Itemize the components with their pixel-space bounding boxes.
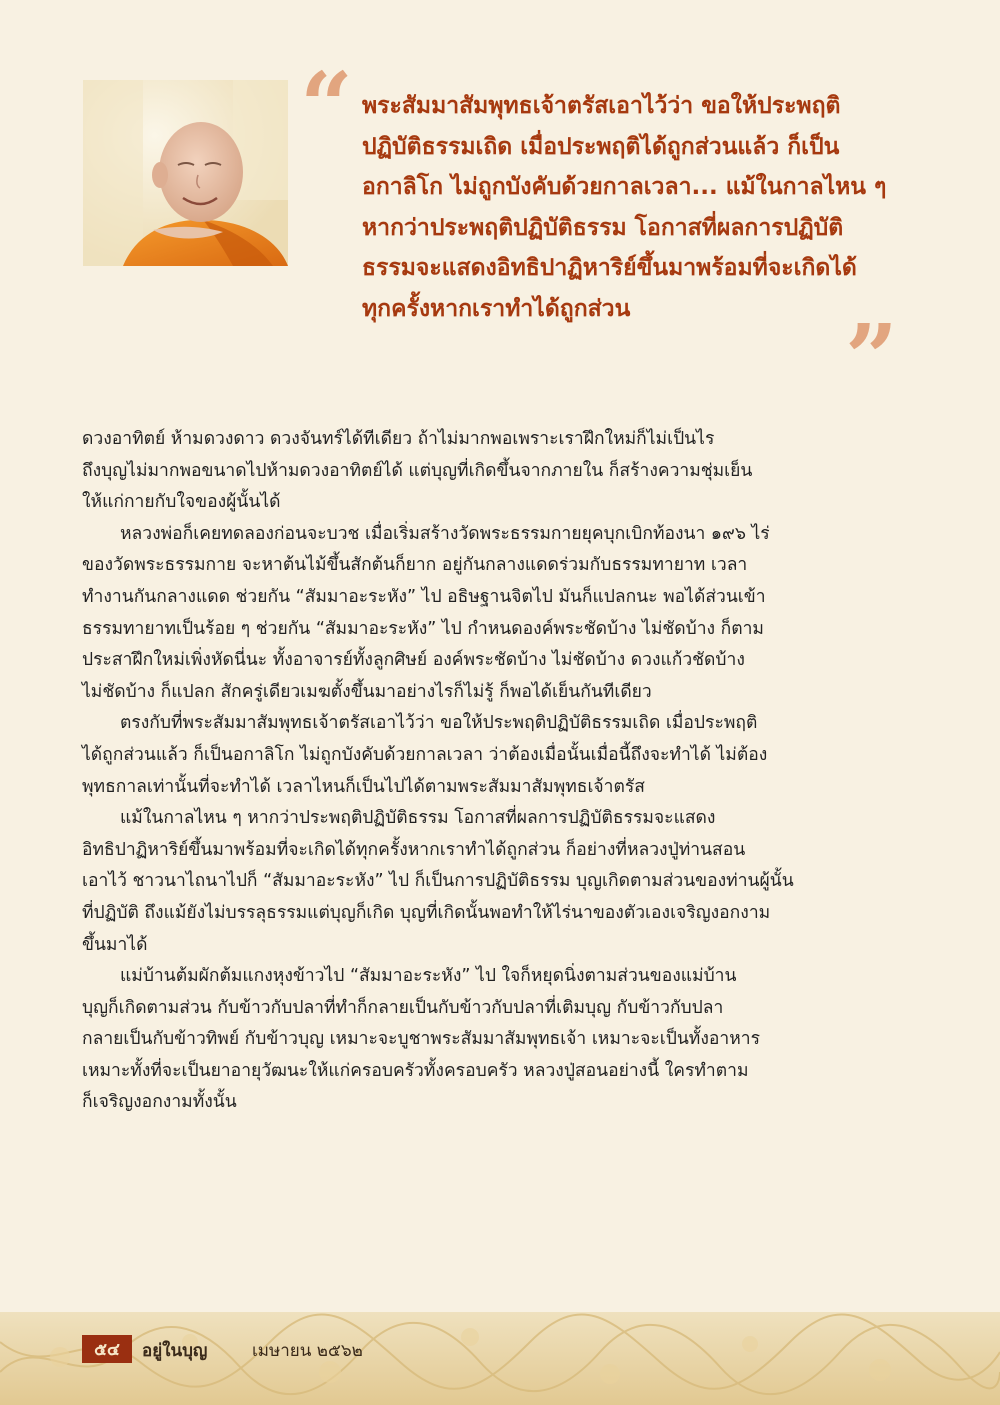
body-line: ได้ถูกส่วนแล้ว ก็เป็นอกาลิโก ไม่ถูกบังคับด้วยกาลเวลา ว่าต้องเมื่อนั้นเมื่อนี้ถึงจะทำได้ ไม่ต้อง [82,744,768,765]
body-line: บุญก็เกิดตามส่วน กับข้าวกับปลาที่ทำก็กลายเป็นกับข้าวกับปลาที่เติมบุญ กับข้าวกับปลา [82,997,724,1018]
pull-quote-line: ทุกครั้งหากเราทำได้ถูกส่วน [362,295,631,322]
body-line: ประสาฝึกใหม่เพิ่งหัดนี่นะ ทั้งอาจารย์ทั้งลูกศิษย์ องค์พระชัดบ้าง ไม่ชัดบ้าง ดวงแก้วชัดบ้าง [82,650,745,671]
body-line: ก็เจริญงอกงามทั้งนั้น [82,1092,237,1113]
magazine-title: อยู่ในบุญ [142,1341,208,1361]
body-line: อิทธิปาฏิหาริย์ขึ้นมาพร้อมที่จะเกิดได้ทุกครั้งหากเราทำได้ถูกส่วน ก็อย่างที่หลวงปู่ท่านสอน [82,839,746,860]
page-number-badge: ๕๔ [82,1335,132,1363]
body-line: ขึ้นมาได้ [82,934,148,955]
pull-quote-line: ปฏิบัติธรรมเถิด เมื่อประพฤติได้ถูกส่วนแล้ว ก็เป็น [362,133,840,160]
article-body [82,424,890,1119]
body-line: ตรงกับที่พระสัมมาสัมพุทธเจ้าตรัสเอาไว้ว่า ขอให้ประพฤติปฏิบัติธรรมเถิด เมื่อประพฤติ [120,713,758,734]
body-line: หลวงพ่อก็เคยทดลองก่อนจะบวช เมื่อเริ่มสร้างวัดพระธรรมกายยุคบุกเบิกท้องนา ๑๙๖ ไร่ [120,523,770,544]
body-line: ไม่ชัดบ้าง ก็แปลก สักครู่เดียวเมฆตั้งขึ้นมาอย่างไรก็ไม่รู้ ก็พอได้เย็นกันทีเดียว [82,681,652,702]
monk-portrait-photo [83,80,288,266]
pull-quote-line: พระสัมมาสัมพุทธเจ้าตรัสเอาไว้ว่า ขอให้ประพฤติ [362,93,841,119]
body-line: ของวัดพระธรรมกาย จะหาต้นไม้ขึ้นสักต้นก็ยาก อยู่กันกลางแดดร่วมกับธรรมทายาท เวลา [82,555,748,576]
body-line: แม้ในกาลไหน ๆ หากว่าประพฤติปฏิบัติธรรม โอกาสที่ผลการปฏิบัติธรรมจะแสดง [120,808,716,829]
pull-quote-line: หากว่าประพฤติปฏิบัติธรรม โอกาสที่ผลการปฏิบัติ [362,214,844,241]
body-line: เอาไว้ ชาวนาไถนาไปก็ “สัมมาอะระหัง” ไป ก็เป็นการปฏิบัติธรรม บุญเกิดตามส่วนของท่านผู้นั้น [82,871,794,892]
body-line: แม่บ้านต้มผักต้มแกงหุงข้าวไป “สัมมาอะระหัง” ไป ใจก็หยุดนิ่งตามส่วนของแม่บ้าน [120,966,737,987]
portrait-illustration [83,80,288,266]
pull-quote [362,86,902,330]
body-line: ให้แก่กายกับใจของผู้นั้นได้ [82,492,281,513]
body-line: เหมาะทั้งที่จะเป็นยาอายุวัฒนะให้แก่ครอบครัวทั้งครอบครัว หลวงปู่สอนอย่างนี้ ใครทำตาม [82,1060,749,1081]
body-line: ที่ปฏิบัติ ถึงแม้ยังไม่บรรลุธรรมแต่บุญก็เกิด บุญที่เกิดนั้นพอทำให้ไร่นาของตัวเองเจริญงอกงาม [82,902,771,923]
open-quote-mark: “ [300,52,353,160]
body-line: ธรรมทายาทเป็นร้อย ๆ ช่วยกัน “สัมมาอะระหัง” ไป กำหนดองค์พระชัดบ้าง ไม่ชัดบ้าง ก็ตาม [82,618,764,639]
close-quote-mark: ” [845,304,898,412]
issue-date: เมษายน ๒๕๖๒ [252,1341,363,1361]
body-line: ถึงบุญไม่มากพอขนาดไปห้ามดวงอาทิตย์ได้ แต่บุญที่เกิดขึ้นจากภายใน ก็สร้างความชุ่มเย็น [82,460,753,481]
body-line: ทำงานกันกลางแดด ช่วยกัน “สัมมาอะระหัง” ไป อธิษฐานจิตไป มันก็แปลกนะ พอได้ส่วนเข้า [82,586,766,607]
body-line: ดวงอาทิตย์ ห้ามดวงดาว ดวงจันทร์ได้ทีเดียว ถ้าไม่มากพอเพราะเราฝึกใหม่ก็ไม่เป็นไร [82,429,715,449]
body-line: พุทธกาลเท่านั้นที่จะทำได้ เวลาไหนก็เป็นไปได้ตามพระสัมมาสัมพุทธเจ้าตรัส [82,776,645,797]
pull-quote-line: อกาลิโก ไม่ถูกบังคับด้วยกาลเวลา... แม้ในกาลไหน ๆ [362,174,887,201]
pull-quote-line: ธรรมจะแสดงอิทธิปาฏิหาริย์ขึ้นมาพร้อมที่จะเกิดได้ [362,255,857,282]
body-line: กลายเป็นกับข้าวทิพย์ กับข้าวบุญ เหมาะจะบูชาพระสัมมาสัมพุทธเจ้า เหมาะจะเป็นทั้งอาหาร [82,1029,760,1050]
